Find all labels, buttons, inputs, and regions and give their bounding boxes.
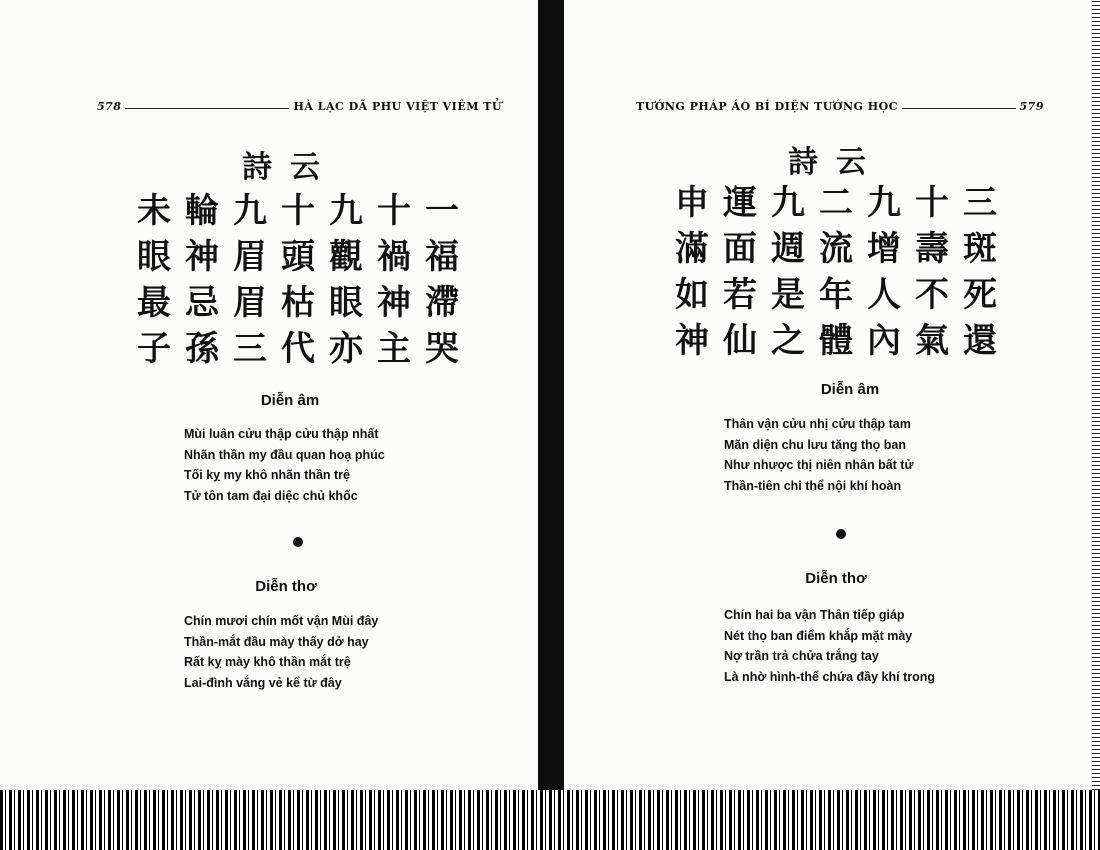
- right-section-bullet: [836, 529, 846, 539]
- hanzi-character: 週: [771, 229, 805, 269]
- scan-edge-right: [1092, 0, 1100, 790]
- hanzi-character: 還: [963, 321, 997, 361]
- verse-line: Thần-tiên chi thể nội khí hoàn: [724, 478, 902, 493]
- hanzi-character: 頭: [281, 237, 315, 277]
- hanzi-character: 壽: [915, 229, 949, 269]
- hanzi-character: 九: [771, 183, 805, 223]
- hanzi-character: 主: [377, 329, 411, 369]
- hanzi-character: 滯: [425, 283, 459, 323]
- right-running-title: TƯỚNG PHÁP ÁO BÍ DIỆN TƯỚNG HỌC: [636, 100, 898, 113]
- right-dien-am-heading: Diễn âm: [820, 381, 880, 398]
- left-dien-am-verse: [184, 424, 385, 506]
- verse-line: Nợ trần trả chửa trắng tay: [724, 649, 879, 663]
- verse-line: Nhãn thần my đầu quan hoạ phúc: [184, 447, 385, 462]
- hanzi-character: 不: [915, 275, 949, 315]
- verse-line: Chín mươi chín mốt vận Mùi đây: [184, 614, 379, 628]
- hanzi-character: 氣: [915, 321, 949, 361]
- left-hanzi-poem: [130, 188, 466, 372]
- hanzi-character: 若: [723, 275, 757, 315]
- hanzi-character: 仙: [723, 321, 757, 361]
- right-page-header: [636, 93, 1044, 113]
- hanzi-character: 觀: [329, 237, 363, 277]
- left-running-title: HÀ LẠC DÃ PHU VIỆT VIÊM TỬ: [293, 100, 502, 113]
- hanzi-character: 運: [723, 183, 757, 223]
- hanzi-character: 十: [377, 191, 411, 231]
- hanzi-character: 增: [867, 229, 901, 269]
- right-hanzi-poem: [668, 180, 1004, 364]
- hanzi-character: 滿: [675, 229, 709, 269]
- hanzi-character: 福: [425, 237, 459, 277]
- hanzi-character: 枯: [281, 283, 315, 323]
- hanzi-character: 人: [867, 275, 901, 315]
- hanzi-character: 九: [867, 183, 901, 223]
- hanzi-character: 最: [137, 283, 171, 323]
- right-dien-am-verse: [724, 414, 914, 496]
- left-dien-tho-heading: Diễn thơ: [255, 578, 317, 595]
- verse-line: Rất kỵ mày khô thần mắt trệ: [184, 655, 351, 669]
- hanzi-character: 亦: [329, 329, 363, 369]
- left-dien-am-heading: Diễn âm: [260, 392, 320, 409]
- verse-line: Mùi luân cửu thập cửu thập nhất: [184, 427, 379, 441]
- verse-line: Mãn diện chu lưu tăng thọ ban: [724, 437, 906, 452]
- hanzi-character: 神: [675, 321, 709, 361]
- hanzi-character: 是: [771, 275, 805, 315]
- hanzi-character: 一: [425, 191, 459, 231]
- hanzi-character: 內: [867, 321, 901, 361]
- hanzi-character: 輪: [185, 191, 219, 231]
- verse-line: Là nhờ hình-thể chứa đầy khí trong: [724, 669, 935, 684]
- hanzi-character: 眼: [137, 237, 171, 277]
- left-poem-title: 詩云: [242, 150, 338, 185]
- left-page-header: [97, 93, 502, 113]
- hanzi-character: 子: [137, 329, 171, 369]
- hanzi-character: 神: [377, 283, 411, 323]
- header-rule: [125, 108, 289, 109]
- hanzi-character: 神: [185, 237, 219, 277]
- verse-line: Thần-mắt đầu mày thấy dở hay: [184, 634, 369, 649]
- hanzi-character: 未: [137, 191, 171, 231]
- left-dien-tho-verse: [184, 611, 378, 693]
- left-section-bullet: [293, 537, 303, 547]
- left-page-number: 578: [97, 100, 122, 113]
- hanzi-character: 十: [915, 183, 949, 223]
- hanzi-character: 如: [675, 275, 709, 315]
- right-page-number: 579: [1019, 100, 1044, 113]
- verse-line: Nét thọ ban điểm khắp mặt mày: [724, 628, 913, 643]
- verse-line: Như nhược thị niên nhân bất tử: [724, 458, 914, 472]
- book-gutter: [538, 0, 564, 850]
- right-poem-title: 詩云: [788, 145, 884, 180]
- verse-line: Chín hai ba vận Thân tiếp giáp: [724, 608, 905, 622]
- hanzi-character: 流: [819, 229, 853, 269]
- hanzi-character: 忌: [185, 283, 219, 323]
- hanzi-character: 眼: [329, 283, 363, 323]
- scan-artifact-strip: [0, 790, 1100, 850]
- right-dien-tho-verse: [724, 605, 935, 687]
- hanzi-character: 申: [675, 183, 709, 223]
- hanzi-character: 九: [233, 191, 267, 231]
- hanzi-character: 三: [963, 183, 997, 223]
- header-rule: [902, 108, 1016, 109]
- verse-line: Thân vận cửu nhị cửu thập tam: [724, 417, 911, 431]
- hanzi-character: 九: [329, 191, 363, 231]
- hanzi-character: 眉: [233, 237, 267, 277]
- hanzi-character: 之: [771, 321, 805, 361]
- hanzi-character: 體: [819, 321, 853, 361]
- hanzi-character: 孫: [185, 329, 219, 369]
- hanzi-character: 十: [281, 191, 315, 231]
- verse-line: Tối kỵ my khô nhãn thần trệ: [184, 468, 350, 482]
- right-dien-tho-heading: Diễn thơ: [805, 570, 867, 587]
- hanzi-character: 眉: [233, 283, 267, 323]
- hanzi-character: 哭: [425, 329, 459, 369]
- verse-line: Tử tôn tam đại diệc chủ khốc: [184, 488, 358, 503]
- hanzi-character: 三: [233, 329, 267, 369]
- hanzi-character: 斑: [963, 229, 997, 269]
- verse-line: Lai-đình vắng vẻ kể từ đây: [184, 675, 342, 690]
- hanzi-character: 年: [819, 275, 853, 315]
- hanzi-character: 代: [281, 329, 315, 369]
- hanzi-character: 禍: [377, 237, 411, 277]
- hanzi-character: 二: [819, 183, 853, 223]
- hanzi-character: 面: [723, 229, 757, 269]
- hanzi-character: 死: [963, 275, 997, 315]
